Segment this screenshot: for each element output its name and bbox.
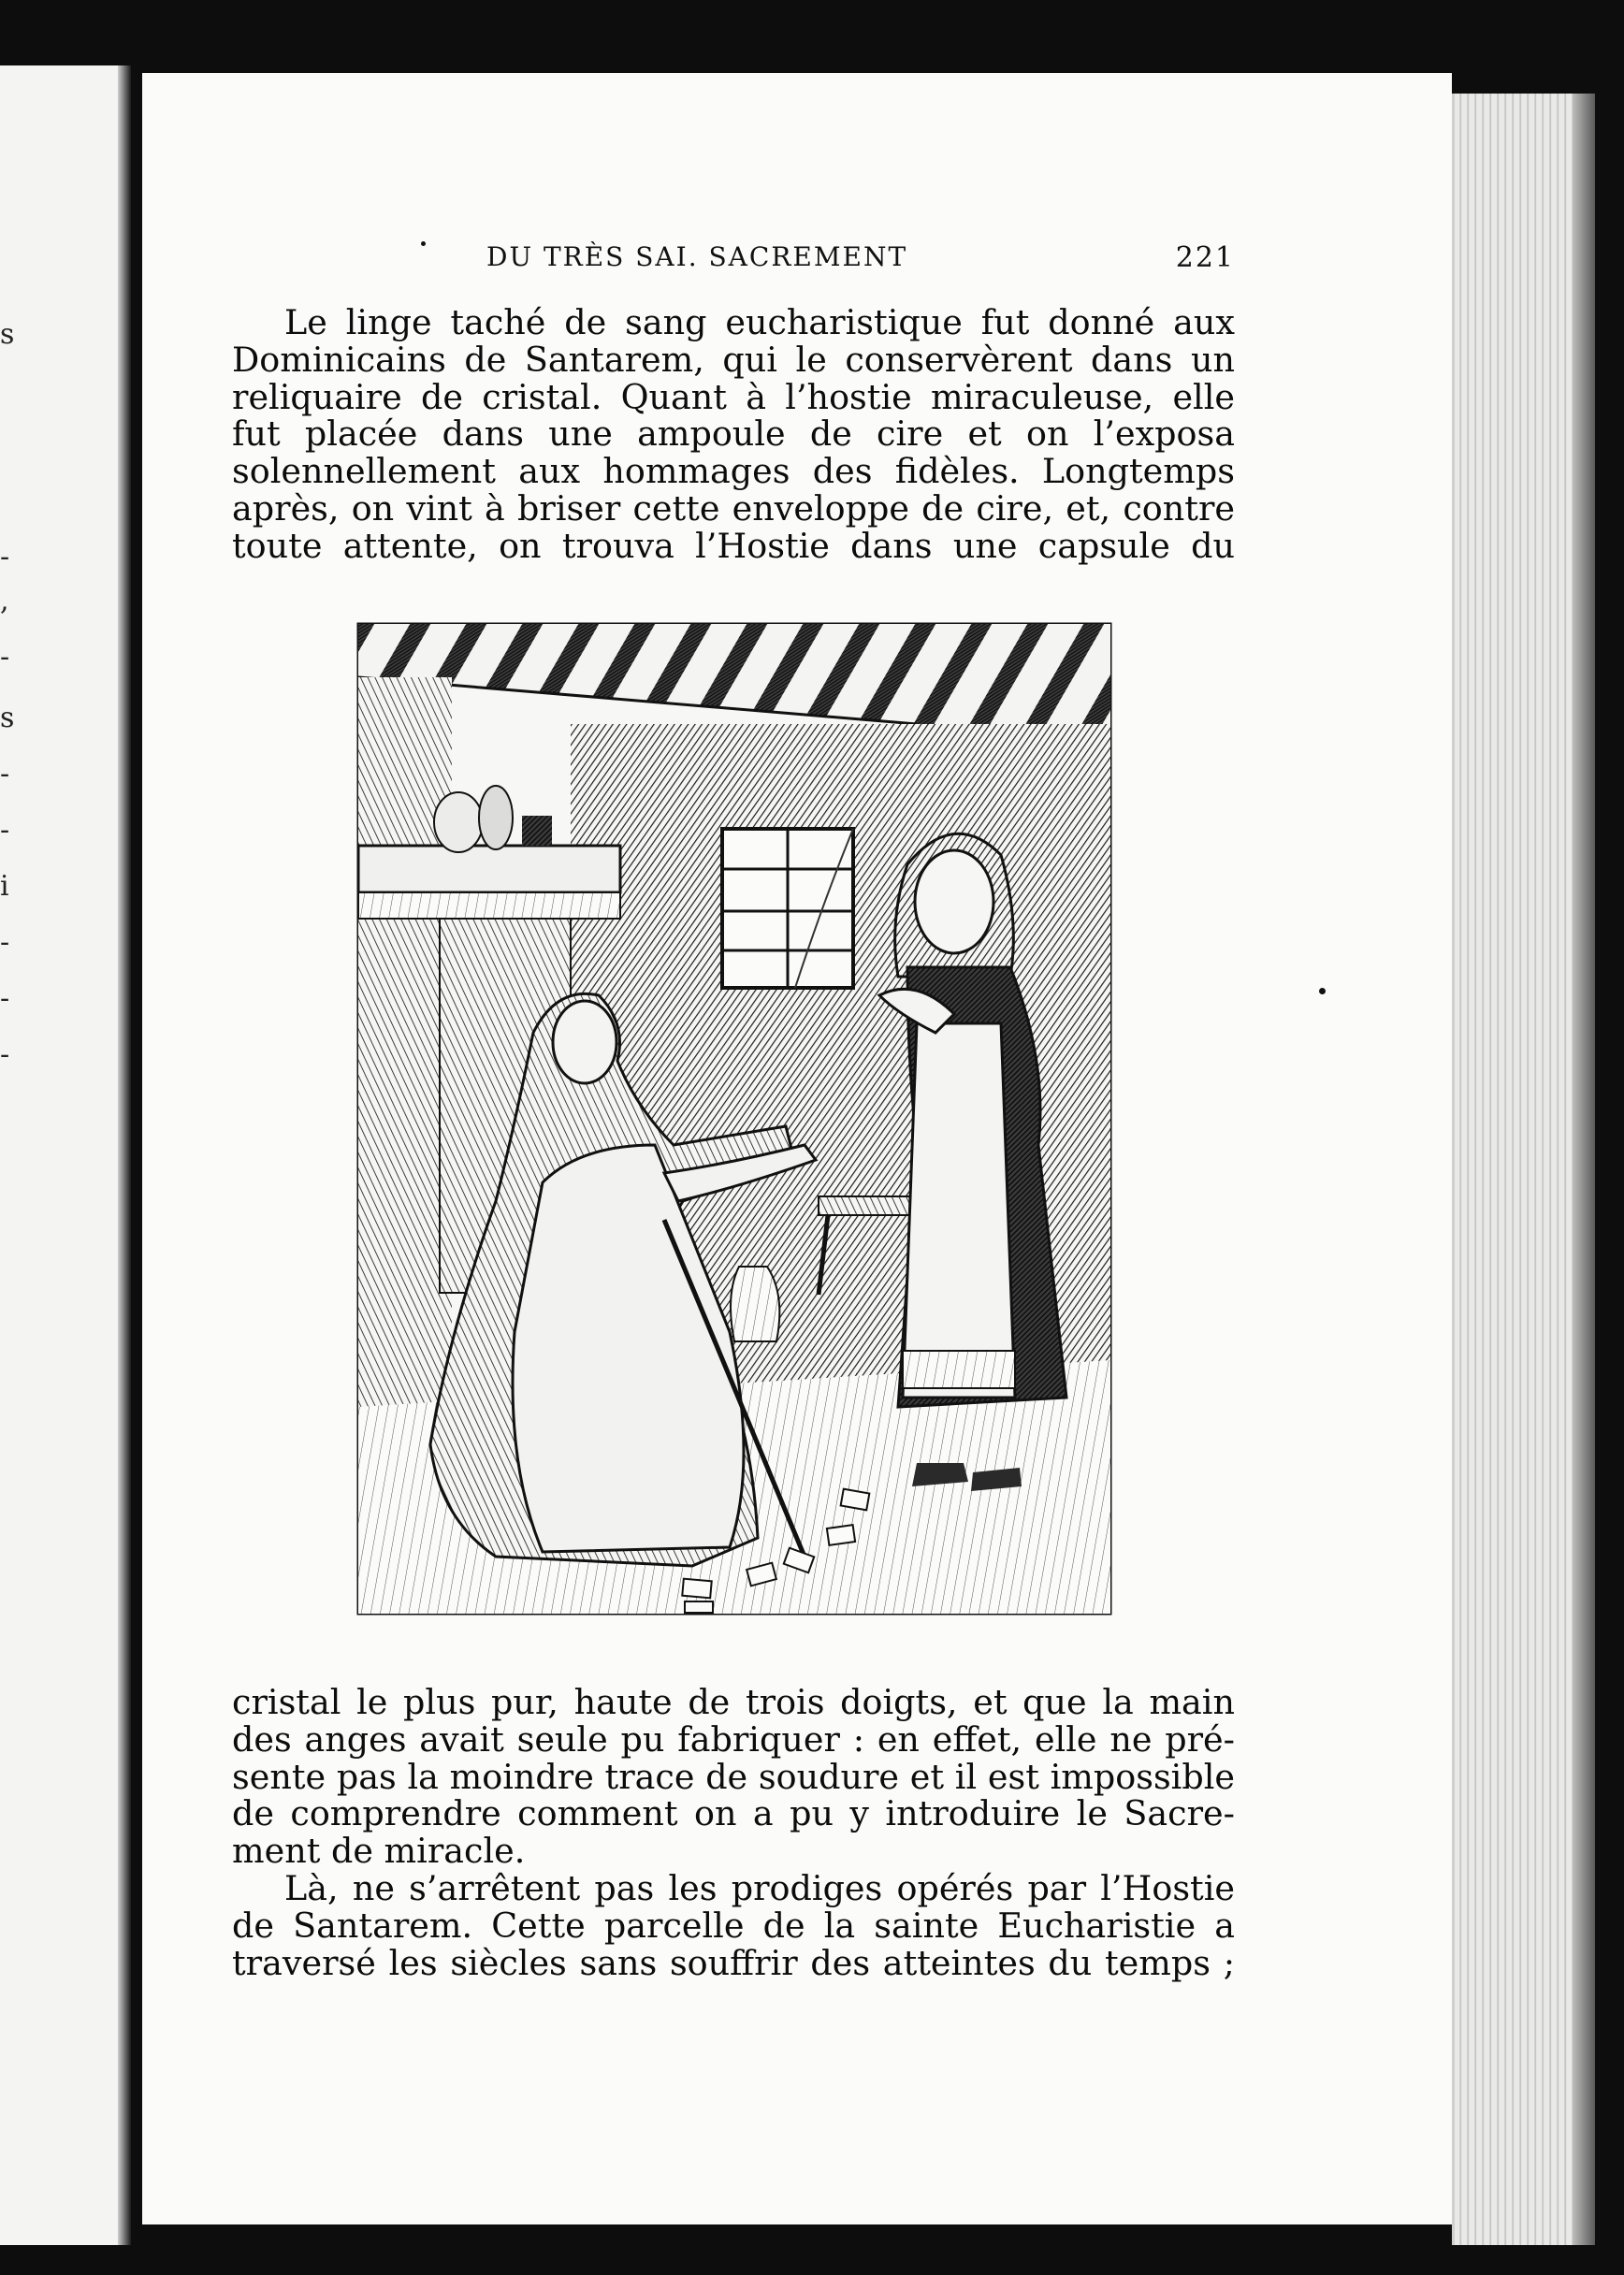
text-line: de comprendre comment on a pu y introduire le Sacre-: [232, 1793, 1235, 1834]
left-page-fragment: -: [0, 758, 10, 790]
left-page-fragment: -: [0, 926, 10, 959]
text-line: fut placée dans une ampoule de cire et on l’exposa: [232, 413, 1235, 455]
text-line: des anges avait seule pu fabriquer : en effet, elle ne pré-: [232, 1718, 1235, 1760]
text-line: solennellement aux hommages des fidèles. Longtemps: [232, 451, 1235, 492]
body-text-bottom: [232, 1684, 1235, 1981]
running-title: DU TRÈS SAI. SACREMENT: [486, 241, 908, 272]
left-page-fragment: -: [0, 641, 10, 674]
text-line: cristal le plus pur, haute de trois doigts, et que la main: [232, 1682, 1235, 1722]
text-line: reliquaire de cristal. Quant à l’hostie miraculeuse, elle: [232, 376, 1235, 417]
left-page-fragment: -: [0, 1038, 10, 1071]
left-page-fragment: -: [0, 982, 10, 1015]
book-gutter: [118, 65, 131, 2245]
text-line: toute attente, on trouva l’Hostie dans une capsule du: [232, 525, 1235, 566]
text-line: après, on vint à briser cette enveloppe de cire, et, contre: [232, 487, 1235, 529]
text-line: ment de miracle.: [232, 1831, 526, 1872]
left-page-fragment: s: [0, 318, 15, 351]
speck: [1319, 988, 1326, 994]
text-line: Le linge taché de sang eucharistique fut donné aux: [284, 302, 1235, 342]
left-page-fragment: s: [0, 702, 15, 734]
engraving-two-women-interior-icon: [355, 621, 1113, 1616]
text-line: Dominicains de Santarem, qui le conservèrent dans un: [232, 339, 1235, 380]
engraving-illustration: [355, 621, 1113, 1616]
left-page-fragment: -: [0, 814, 10, 847]
text-line: traversé les siècles sans souffrir des atteintes du temps ;: [232, 1942, 1235, 1983]
left-page-fragment: -: [0, 541, 10, 573]
body-text-top: [232, 304, 1235, 565]
left-page-edge: [0, 65, 131, 2245]
page-edges: [1452, 94, 1595, 2245]
page-number: 221: [1175, 241, 1235, 274]
left-page-fragment: ,: [0, 585, 9, 617]
text-line: Là, ne s’arrêtent pas les prodiges opérés par l’Hostie: [284, 1867, 1235, 1908]
text-line: sente pas la moindre trace de soudure et il est impossible: [232, 1756, 1235, 1797]
left-page-fragment: i: [0, 870, 9, 903]
text-line: de Santarem. Cette parcelle de la sainte Eucharistie a: [232, 1905, 1235, 1946]
running-head: [234, 241, 1235, 283]
